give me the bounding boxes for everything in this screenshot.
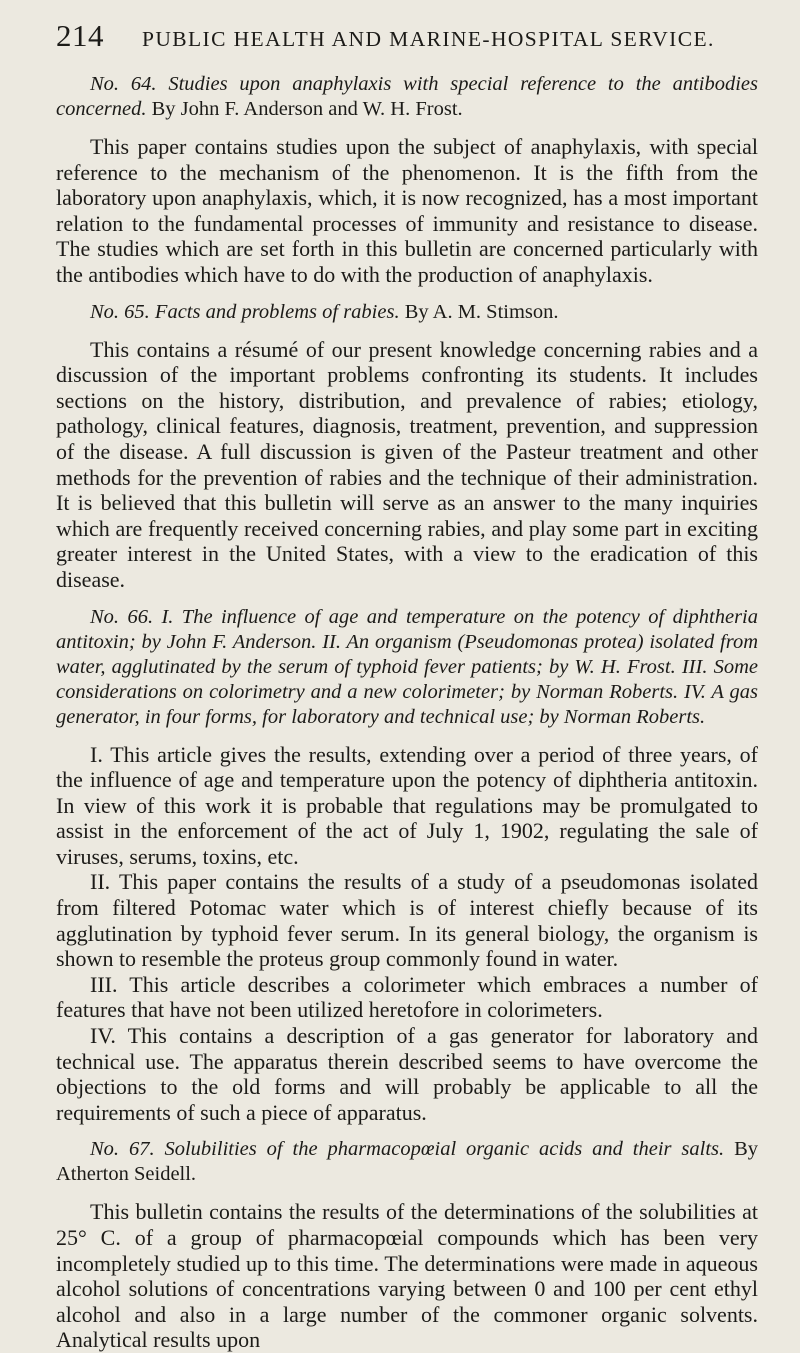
entry-title-67: No. 67. Solubilities of the pharmacopœial organic acids and their salts. (90, 1138, 725, 1161)
entry-author-65: By A. M. Stimson. (404, 300, 559, 323)
entry-author-67: By Atherton Seidell. (56, 1138, 758, 1186)
entry-title-66: No. 66. I. The influence of age and temperature on the potency of diphtheria antitoxin; by John F. Anderson. II. An organism (Pseudomonas protea) isolated from water, agglutinated by the serum of typhoid fever patients; by W. H. Frost. III. Some considerations on colorimetry and a new colorimeter; by Norman Roberts. IV. A gas generator, in four forms, for laboratory and technical use; by Norman Roberts. (56, 605, 758, 728)
entry-heading-66 (56, 605, 758, 730)
entry-body-65: This contains a résumé of our present knowledge concerning rabies and a discussion of the important problems confronting its students. It includes sections on the history, distribution, and prevalence of rabies; etiology, pathology, clinical features, diagnosis, treatment, prevention, and suppression of the disease. A full discussion is given of the Pasteur treatment and other methods for the prevention of rabies and the technique of their administration. It is believed that this bulletin will serve as an answer to the many inquiries which are frequently received concerning rabies, and play some part in exciting greater interest in the United States, with a view to the eradication of this disease. (56, 336, 758, 592)
running-head-title: PUBLIC HEALTH AND MARINE-HOSPITAL SERVICE. (142, 27, 715, 51)
entry-author-64: By John F. Anderson and W. H. Frost. (151, 98, 463, 120)
entry-heading-65 (56, 300, 758, 325)
entry-body-67: This bulletin contains the results of the determinations of the solubilities at 25° C. of a group of pharmacopœial compounds which has been very incompletely studied up to this time. The determinations were made in aqueous alcohol solutions of concentrations varying between 0 and 100 per cent ethyl alcohol and also in a large number of the commoner organic solvents. Analytical results upon (56, 1199, 758, 1353)
entry-title-64: No. 64. Studies upon anaphylaxis with special reference to the antibodies concerned. (56, 73, 758, 120)
page-number: 214 (56, 18, 104, 53)
running-head (56, 18, 758, 54)
entry-body-66-part-3: III. This article describes a colorimeter which embraces a number of features that have not been utilized heretofore in colorimeters. (56, 971, 758, 1023)
entry-heading-67 (56, 1137, 758, 1187)
entry-title-65: No. 65. Facts and problems of rabies. (90, 300, 400, 323)
entry-body-64: This paper contains studies upon the subject of anaphylaxis, with special reference to the mechanism of the phenomenon. It is the fifth from the laboratory upon anaphylaxis, which, it is now recognized, has a most important relation to the fundamental processes of immunity and resistance to disease. The studies which are set forth in this bulletin are concerned particularly with the antibodies which have to do with the production of anaphylaxis. (56, 134, 758, 287)
entry-body-66-part-4: IV. This contains a description of a gas generator for laboratory and technical use. The apparatus therein described seems to have overcome the objections to the old forms and will probably be applicable to all the requirements of such a piece of apparatus. (56, 1023, 758, 1125)
entry-heading-64 (56, 72, 758, 122)
entry-body-66-part-1: I. This article gives the results, extending over a period of three years, of the influence of age and temperature upon the potency of diphtheria antitoxin. In view of this work it is probable that regulations may be promulgated to assist in the enforcement of the act of July 1, 1902, regulating the sale of viruses, serums, toxins, etc. (56, 741, 758, 869)
entry-body-66-part-2: II. This paper contains the results of a study of a pseudomonas isolated from filtered Potomac water which is of interest chiefly because of its agglutination by typhoid fever serum. In its general biology, the organism is shown to resemble the proteus group commonly found in water. (56, 869, 758, 972)
